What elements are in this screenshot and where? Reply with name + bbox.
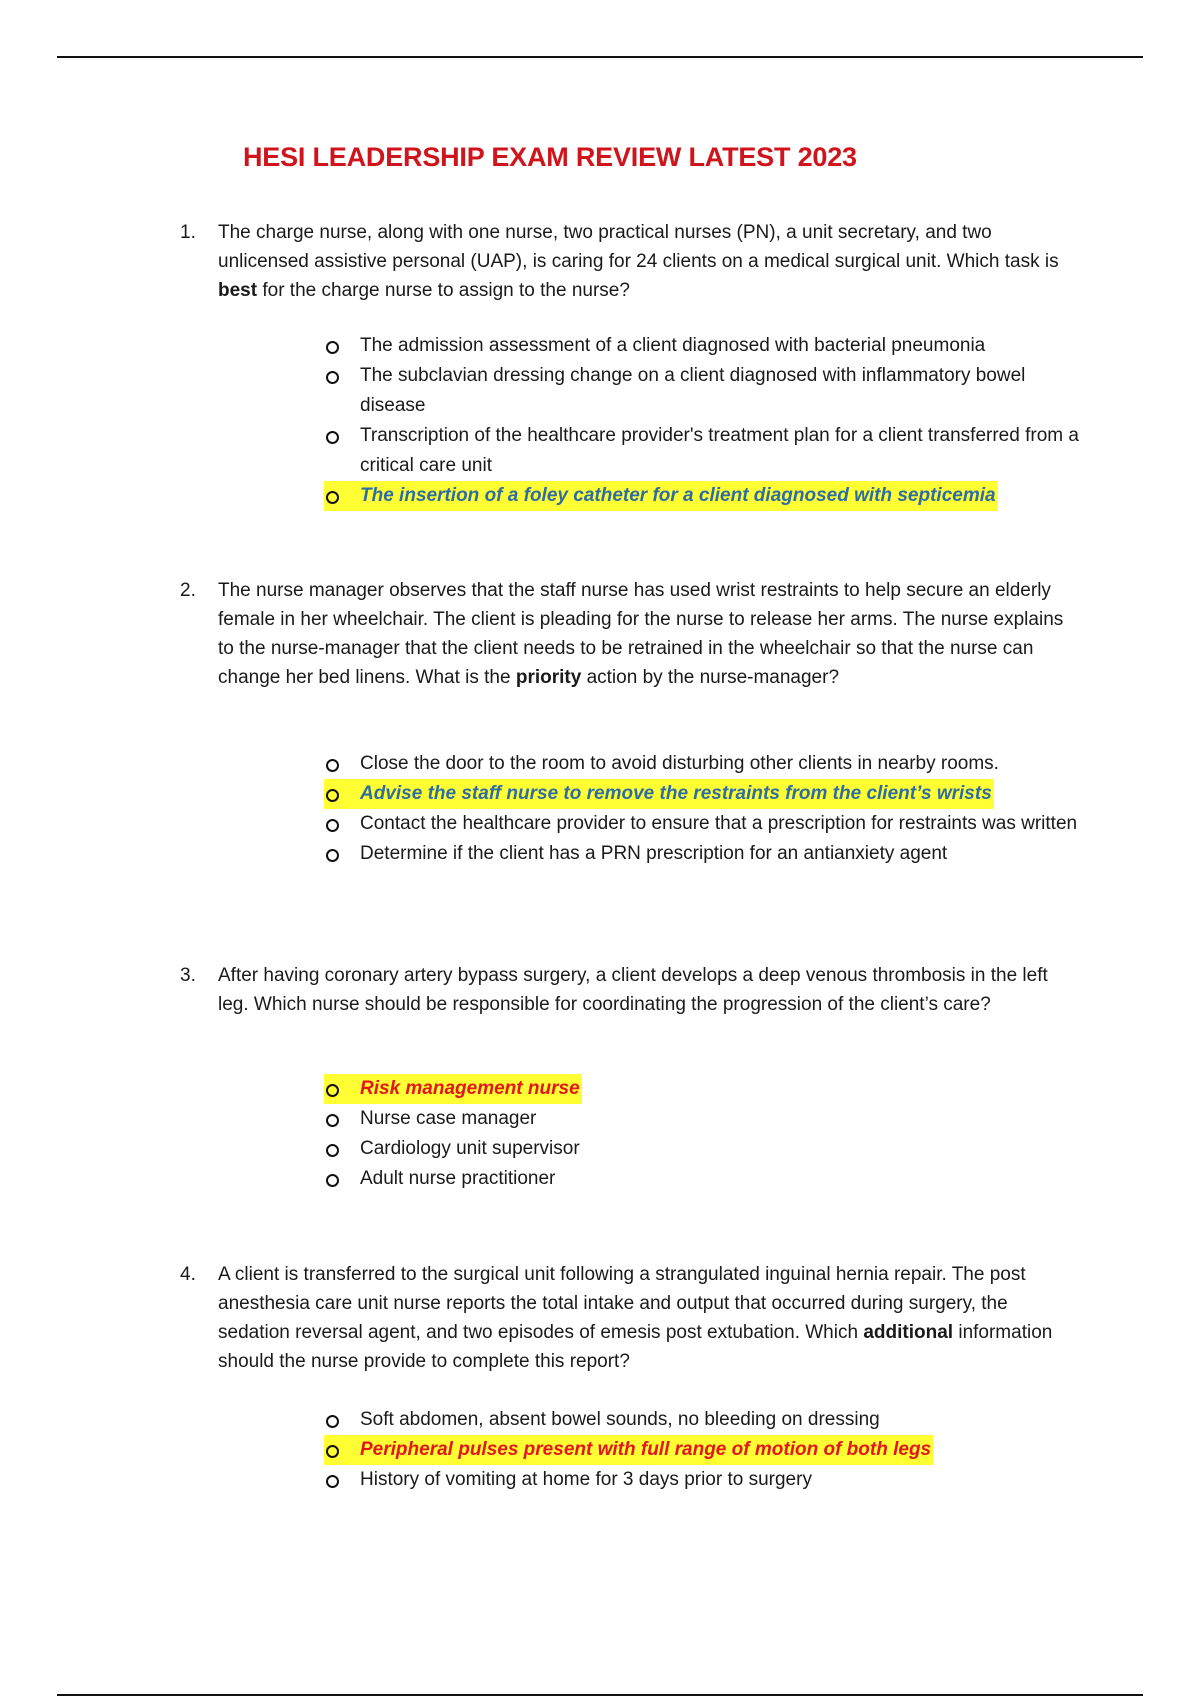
circle-bullet-icon: [326, 789, 339, 802]
question-text: The charge nurse, along with one nurse, two practical nurses (PN), a unit secretary, and two unlicensed assistive personal (UAP), is caring for 24 clients on a medical surgical unit. Which task is best for the charge nurse to assign to the nurse?: [218, 222, 1059, 301]
option: Determine if the client has a PRN prescription for an antianxiety agent: [324, 839, 1084, 869]
option: Soft abdomen, absent bowel sounds, no bleeding on dressing: [324, 1405, 1084, 1435]
circle-bullet-icon: [326, 1415, 339, 1428]
option: Adult nurse practitioner: [324, 1164, 1084, 1194]
document-title: HESI LEADERSHIP EXAM REVIEW LATEST 2023: [243, 142, 857, 172]
question-number: 2.: [180, 580, 196, 601]
circle-bullet-icon: [326, 759, 339, 772]
answer-options: [324, 331, 1084, 511]
circle-bullet-icon: [326, 491, 339, 504]
question-text: The nurse manager observes that the staff nurse has used wrist restraints to help secure an elderly female in her wheelchair. The client is pleading for the nurse to release her arms. The nurse explains to the nurse-manager that the client needs to be retrained in the wheelchair so that the nurse can change her bed linens. What is the priority action by the nurse-manager?: [218, 580, 1064, 688]
highlighted-answer: Risk management nurse: [360, 1078, 580, 1099]
circle-bullet-icon: [326, 1144, 339, 1157]
option: Contact the healthcare provider to ensure that a prescription for restraints was written: [324, 809, 1084, 839]
circle-bullet-icon: [326, 1475, 339, 1488]
emphasis-word: priority: [515, 667, 582, 688]
option: The subclavian dressing change on a client diagnosed with inflammatory bowel disease: [324, 361, 1084, 421]
top-rule: [57, 56, 1143, 58]
answer-options: [324, 749, 1084, 869]
answer-options: [324, 1074, 1084, 1194]
option-correct-answer: [324, 1435, 1084, 1465]
emphasis-word: additional: [863, 1322, 954, 1343]
circle-bullet-icon: [326, 1174, 339, 1187]
circle-bullet-icon: [326, 849, 339, 862]
circle-bullet-icon: [326, 341, 339, 354]
circle-bullet-icon: [326, 1084, 339, 1097]
option: Nurse case manager: [324, 1104, 1084, 1134]
highlighted-answer: Advise the staff nurse to remove the restraints from the client’s wrists: [360, 783, 992, 804]
highlighted-answer: The insertion of a foley catheter for a client diagnosed with septicemia: [360, 485, 996, 506]
circle-bullet-icon: [326, 1114, 339, 1127]
highlighted-answer: Peripheral pulses present with full range of motion of both legs: [360, 1439, 932, 1460]
question-number: 4.: [180, 1264, 196, 1285]
circle-bullet-icon: [326, 819, 339, 832]
option: The admission assessment of a client diagnosed with bacterial pneumonia: [324, 331, 1084, 361]
option: History of vomiting at home for 3 days prior to surgery: [324, 1465, 1084, 1495]
option-correct-answer: [324, 779, 1084, 809]
question-number: 3.: [180, 965, 196, 986]
circle-bullet-icon: [326, 431, 339, 444]
question-text: After having coronary artery bypass surgery, a client develops a deep venous thrombosis in the left leg. Which nurse should be responsible for coordinating the progression of the client’s care?: [218, 965, 1048, 1015]
circle-bullet-icon: [326, 371, 339, 384]
option-correct-answer: [324, 1074, 1084, 1104]
answer-options: [324, 1405, 1084, 1495]
circle-bullet-icon: [326, 1445, 339, 1458]
option-correct-answer: [324, 481, 1084, 511]
question-number: 1.: [180, 222, 196, 243]
option: Close the door to the room to avoid disturbing other clients in nearby rooms.: [324, 749, 1084, 779]
question-text: A client is transferred to the surgical unit following a strangulated inguinal hernia repair. The post anesthesia care unit nurse reports the total intake and output that occurred during surgery, the sedation reversal agent, and two episodes of emesis post extubation. Which additional information should the nurse provide to complete this report?: [218, 1264, 1053, 1372]
option: Transcription of the healthcare provider's treatment plan for a client transferred from a critical care unit: [324, 421, 1084, 481]
emphasis-word: best: [218, 280, 258, 301]
option: Cardiology unit supervisor: [324, 1134, 1084, 1164]
bottom-rule: [57, 1694, 1143, 1696]
